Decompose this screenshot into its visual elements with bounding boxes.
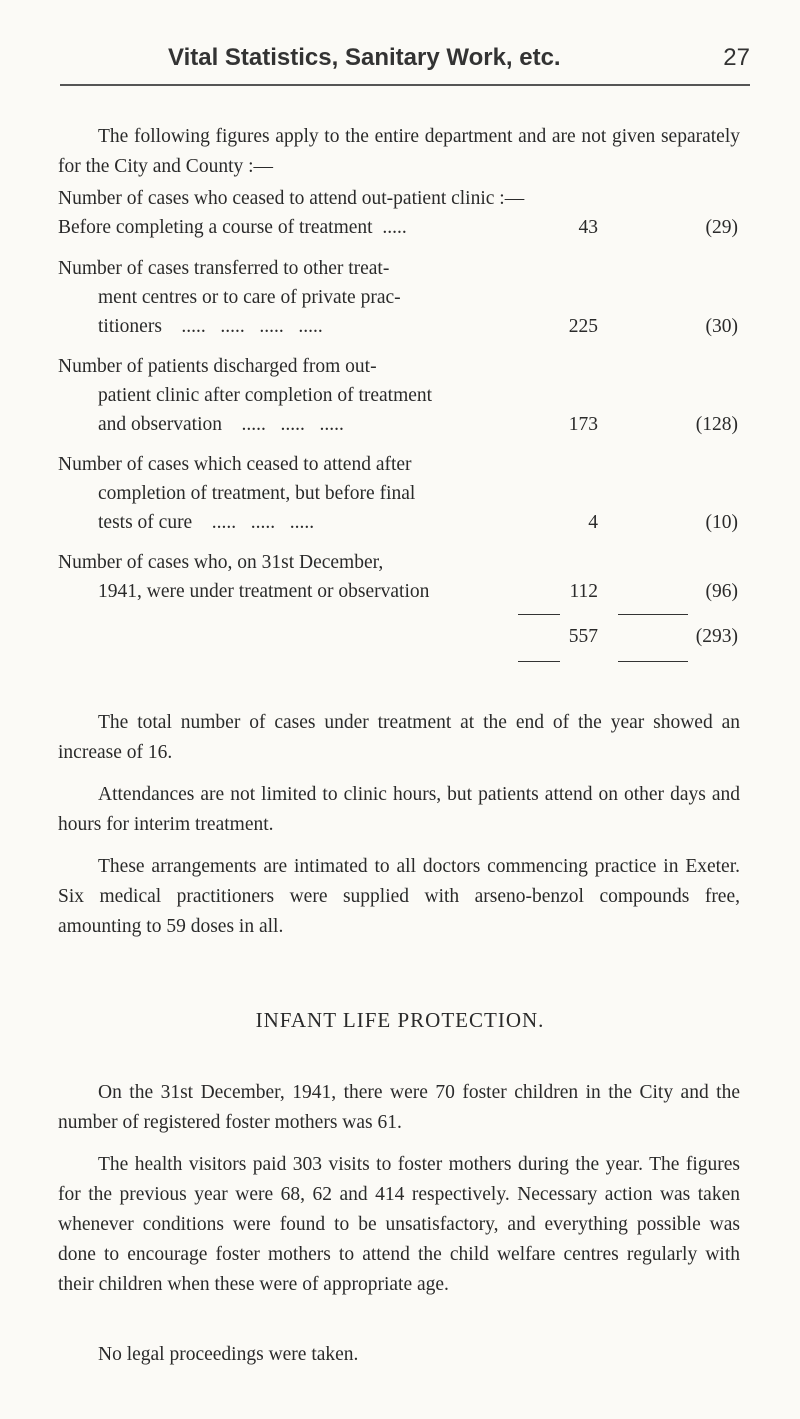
row-label: tests of cure (98, 512, 193, 533)
row-label: Number of patients discharged from out- (58, 356, 377, 377)
row-label: Number of cases who, on 31st December, (58, 552, 384, 573)
previous-year-value: (29) (705, 217, 738, 238)
count-value: 43 (578, 217, 598, 238)
leader-dots: ..... ..... ..... ..... (181, 316, 323, 337)
previous-year-value: (96) (705, 581, 738, 602)
running-title: Vital Statistics, Sanitary Work, etc. (168, 44, 561, 71)
section-heading: INFANT LIFE PROTECTION. (255, 1008, 545, 1032)
previous-year-value: (30) (705, 316, 738, 337)
sum-rule (618, 614, 688, 615)
row-label: ment centres or to care of private prac- (98, 287, 401, 308)
header-rule (60, 84, 750, 86)
row-label: titioners (98, 316, 162, 337)
section-paragraph: No legal proceedings were taken. (98, 1344, 359, 1365)
count-value: 112 (569, 581, 598, 602)
row-label: Number of cases which ceased to attend after (58, 454, 412, 475)
row-label: completion of treatment, but before final (98, 483, 416, 504)
leader-dots: ..... ..... ..... (241, 414, 344, 435)
row-label: Before completing a course of treatment (58, 217, 373, 238)
row-label: and observation (98, 414, 223, 435)
total-previous-value: (293) (695, 626, 738, 647)
page-number: 27 (723, 44, 750, 71)
paragraph: These arrangements are intimated to all doctors commencing practice in Exeter. Six medical practitioners were supplied with arseno-benzol compounds free, amounting to 59 doses in all. (58, 856, 740, 937)
total-rule (618, 661, 688, 662)
paragraph: The total number of cases under treatment at the end of the year showed an increase of 16. (58, 712, 740, 763)
total-value: 557 (568, 626, 598, 647)
leader-dots: ..... ..... ..... (211, 512, 315, 533)
page-header (60, 44, 750, 84)
total-rule (518, 661, 560, 662)
row-label: patient clinic after completion of treatment (98, 385, 433, 406)
count-value: 173 (568, 414, 598, 435)
previous-year-value: (128) (695, 414, 738, 435)
row-label: Number of cases transferred to other treat- (58, 258, 390, 279)
previous-year-value: (10) (705, 512, 738, 533)
section-paragraph: The health visitors paid 303 visits to foster mothers during the year. The figures for the previous year were 68, 62 and 414 respectively. Necessary action was taken whenever conditions were found to be unsatisfactory, and everything possible was done to encourage foster mothers to attend the child welfare centres regularly with their children when these were of appropriate age. (58, 1154, 740, 1295)
section-paragraph: On the 31st December, 1941, there were 70 foster children in the City and the number of registered foster mothers was 61. (58, 1082, 740, 1133)
paragraph: Attendances are not limited to clinic hours, but patients attend on other days and hours for interim treatment. (58, 784, 740, 835)
row-label: 1941, were under treatment or observation (98, 581, 430, 602)
intro-paragraph: The following figures apply to the entire department and are not given separately for the City and County :— (58, 126, 740, 177)
count-value: 4 (588, 512, 598, 533)
row-label: Number of cases who ceased to attend out-patient clinic :— (58, 188, 525, 209)
leader-dots: ..... (382, 217, 407, 238)
sum-rule (518, 614, 560, 615)
count-value: 225 (568, 316, 598, 337)
